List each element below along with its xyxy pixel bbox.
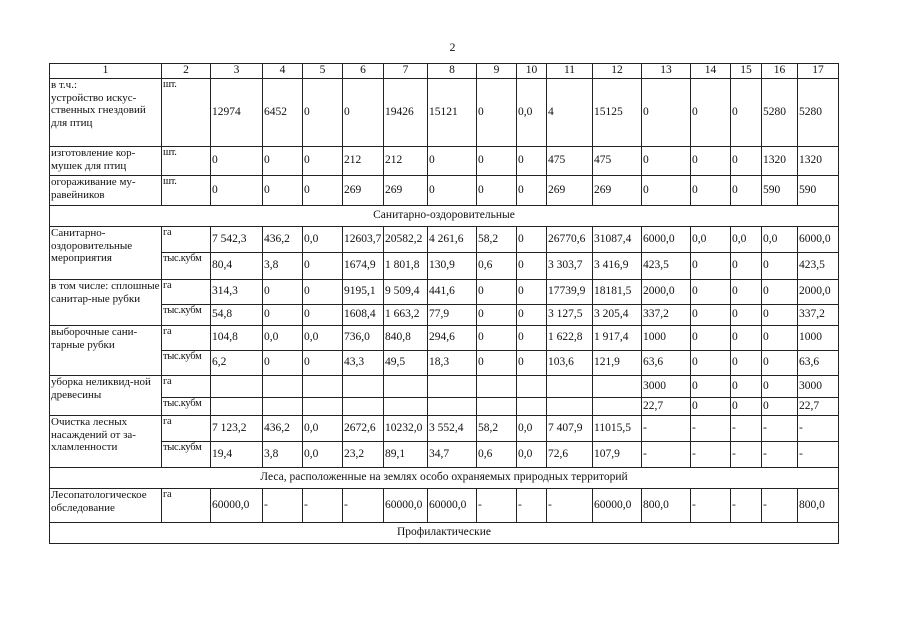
value-cell: 7 407,9 bbox=[547, 416, 593, 442]
value-cell: 1674,9 bbox=[343, 253, 384, 280]
value-cell bbox=[211, 376, 263, 398]
value-cell: 0 bbox=[731, 376, 762, 398]
row-label: Лесопатологическое обследование bbox=[50, 489, 162, 523]
column-header: 10 bbox=[517, 64, 547, 79]
value-cell: 5280 bbox=[762, 79, 798, 147]
value-cell: 1320 bbox=[798, 147, 839, 176]
value-cell: 0 bbox=[731, 176, 762, 206]
value-cell: 3 205,4 bbox=[593, 305, 642, 326]
value-cell: 0 bbox=[691, 253, 731, 280]
value-cell: 314,3 bbox=[211, 280, 263, 305]
value-cell: 6,2 bbox=[211, 351, 263, 376]
value-cell: 0 bbox=[477, 326, 517, 351]
unit-cell: га bbox=[162, 416, 211, 442]
value-cell: 0 bbox=[691, 79, 731, 147]
value-cell: 0 bbox=[477, 305, 517, 326]
value-cell bbox=[211, 398, 263, 416]
value-cell bbox=[593, 398, 642, 416]
value-cell: 0,0 bbox=[263, 326, 303, 351]
value-cell: 60000,0 bbox=[593, 489, 642, 523]
value-cell: 1 622,8 bbox=[547, 326, 593, 351]
value-cell: 0 bbox=[211, 147, 263, 176]
unit-cell: тыс.кубм bbox=[162, 351, 211, 376]
value-cell: 0 bbox=[517, 305, 547, 326]
value-cell bbox=[517, 398, 547, 416]
value-cell: 89,1 bbox=[384, 442, 428, 468]
column-header: 9 bbox=[477, 64, 517, 79]
value-cell: 0 bbox=[731, 351, 762, 376]
value-cell: 0 bbox=[263, 351, 303, 376]
value-cell: 800,0 bbox=[642, 489, 691, 523]
value-cell: - bbox=[642, 416, 691, 442]
value-cell: 63,6 bbox=[642, 351, 691, 376]
value-cell: 0 bbox=[517, 351, 547, 376]
value-cell: 6000,0 bbox=[642, 227, 691, 253]
value-cell: 0 bbox=[762, 351, 798, 376]
value-cell bbox=[428, 398, 477, 416]
value-cell: 0 bbox=[731, 253, 762, 280]
value-cell: 475 bbox=[593, 147, 642, 176]
value-cell: 0 bbox=[731, 280, 762, 305]
value-cell: 0 bbox=[691, 147, 731, 176]
value-cell: 104,8 bbox=[211, 326, 263, 351]
value-cell: 337,2 bbox=[798, 305, 839, 326]
value-cell: 736,0 bbox=[343, 326, 384, 351]
value-cell: 6000,0 bbox=[798, 227, 839, 253]
value-cell: 0 bbox=[762, 398, 798, 416]
value-cell: 60000,0 bbox=[428, 489, 477, 523]
header-row bbox=[50, 64, 839, 79]
value-cell: 0 bbox=[477, 147, 517, 176]
value-cell: 800,0 bbox=[798, 489, 839, 523]
data-table bbox=[49, 63, 839, 544]
value-cell: 7 123,2 bbox=[211, 416, 263, 442]
column-header: 5 bbox=[303, 64, 343, 79]
value-cell: 2672,6 bbox=[343, 416, 384, 442]
row-label: Очистка лесных насаждений от за-хламленности bbox=[50, 416, 162, 468]
value-cell: 80,4 bbox=[211, 253, 263, 280]
table-row bbox=[50, 398, 839, 416]
value-cell: 0 bbox=[477, 79, 517, 147]
value-cell: 0,0 bbox=[691, 227, 731, 253]
value-cell: 212 bbox=[384, 147, 428, 176]
page-number: 2 bbox=[449, 40, 456, 54]
column-header: 2 bbox=[162, 64, 211, 79]
row-label: изготовление кор-мушек для птиц bbox=[50, 147, 162, 176]
value-cell: 103,6 bbox=[547, 351, 593, 376]
value-cell: 0 bbox=[517, 326, 547, 351]
value-cell: 0,0 bbox=[303, 416, 343, 442]
row-label: Санитарно-оздоровительные мероприятия bbox=[50, 227, 162, 280]
value-cell: 0 bbox=[691, 326, 731, 351]
value-cell: 0 bbox=[691, 305, 731, 326]
value-cell: 43,3 bbox=[343, 351, 384, 376]
column-header: 4 bbox=[263, 64, 303, 79]
row-label: огораживание му-равейников bbox=[50, 176, 162, 206]
value-cell: 9195,1 bbox=[343, 280, 384, 305]
unit-cell: тыс.кубм bbox=[162, 442, 211, 468]
value-cell: - bbox=[691, 442, 731, 468]
value-cell: 0 bbox=[517, 227, 547, 253]
section-title: Леса, расположенные на землях особо охраняемых природных территорий bbox=[50, 468, 839, 489]
value-cell: 58,2 bbox=[477, 416, 517, 442]
unit-cell: тыс.кубм bbox=[162, 398, 211, 416]
value-cell: 0 bbox=[731, 398, 762, 416]
value-cell: 0 bbox=[477, 176, 517, 206]
value-cell: 0 bbox=[303, 147, 343, 176]
column-header: 11 bbox=[547, 64, 593, 79]
value-cell: 34,7 bbox=[428, 442, 477, 468]
row-label: в т.ч.: устройство искус-ственных гнездовий для птиц bbox=[50, 79, 162, 147]
value-cell: 19426 bbox=[384, 79, 428, 147]
unit-cell: тыс.кубм bbox=[162, 253, 211, 280]
value-cell bbox=[477, 398, 517, 416]
value-cell: 49,5 bbox=[384, 351, 428, 376]
value-cell: - bbox=[762, 416, 798, 442]
value-cell: 20582,2 bbox=[384, 227, 428, 253]
value-cell: - bbox=[798, 442, 839, 468]
value-cell: 1 801,8 bbox=[384, 253, 428, 280]
table-row bbox=[50, 376, 839, 398]
value-cell: 0,0 bbox=[303, 326, 343, 351]
value-cell: 0 bbox=[211, 176, 263, 206]
value-cell bbox=[263, 376, 303, 398]
value-cell: 0 bbox=[517, 280, 547, 305]
value-cell: 7 542,3 bbox=[211, 227, 263, 253]
value-cell: 6452 bbox=[263, 79, 303, 147]
value-cell: 0 bbox=[343, 79, 384, 147]
value-cell: 1000 bbox=[798, 326, 839, 351]
unit-cell: га bbox=[162, 280, 211, 305]
table-row bbox=[50, 147, 839, 176]
value-cell: 0 bbox=[731, 147, 762, 176]
value-cell: 0 bbox=[517, 253, 547, 280]
value-cell: 0,0 bbox=[762, 227, 798, 253]
value-cell: 72,6 bbox=[547, 442, 593, 468]
value-cell: 17739,9 bbox=[547, 280, 593, 305]
value-cell bbox=[343, 398, 384, 416]
value-cell: 4 bbox=[547, 79, 593, 147]
section-row bbox=[50, 206, 839, 227]
value-cell: 12974 bbox=[211, 79, 263, 147]
value-cell bbox=[303, 376, 343, 398]
value-cell: 0 bbox=[477, 280, 517, 305]
table-row bbox=[50, 280, 839, 305]
table-row bbox=[50, 253, 839, 280]
value-cell: 23,2 bbox=[343, 442, 384, 468]
value-cell: 0 bbox=[642, 176, 691, 206]
section-row bbox=[50, 523, 839, 544]
value-cell: - bbox=[263, 489, 303, 523]
section-title: Санитарно-оздоровительные bbox=[50, 206, 839, 227]
value-cell: - bbox=[691, 489, 731, 523]
value-cell: 22,7 bbox=[642, 398, 691, 416]
value-cell: - bbox=[731, 442, 762, 468]
value-cell: 0,0 bbox=[517, 79, 547, 147]
value-cell: 1320 bbox=[762, 147, 798, 176]
value-cell: 0 bbox=[428, 147, 477, 176]
value-cell: 0 bbox=[303, 79, 343, 147]
unit-cell: га bbox=[162, 376, 211, 398]
column-header: 1 bbox=[50, 64, 162, 79]
column-header: 17 bbox=[798, 64, 839, 79]
value-cell: 11015,5 bbox=[593, 416, 642, 442]
value-cell: - bbox=[642, 442, 691, 468]
value-cell: 0 bbox=[691, 280, 731, 305]
value-cell: 31087,4 bbox=[593, 227, 642, 253]
value-cell: 0 bbox=[303, 305, 343, 326]
table-row bbox=[50, 351, 839, 376]
value-cell: 590 bbox=[762, 176, 798, 206]
value-cell: 436,2 bbox=[263, 416, 303, 442]
value-cell: - bbox=[731, 489, 762, 523]
value-cell: 0,0 bbox=[517, 442, 547, 468]
column-header: 6 bbox=[343, 64, 384, 79]
value-cell: 3 127,5 bbox=[547, 305, 593, 326]
unit-cell: га bbox=[162, 326, 211, 351]
value-cell: 77,9 bbox=[428, 305, 477, 326]
value-cell: 26770,6 bbox=[547, 227, 593, 253]
value-cell: 0 bbox=[762, 253, 798, 280]
value-cell: 0 bbox=[762, 305, 798, 326]
column-header: 14 bbox=[691, 64, 731, 79]
value-cell: 1000 bbox=[642, 326, 691, 351]
value-cell: 0 bbox=[303, 351, 343, 376]
value-cell: 2000,0 bbox=[798, 280, 839, 305]
value-cell: 0 bbox=[263, 147, 303, 176]
section-row bbox=[50, 468, 839, 489]
table-row bbox=[50, 416, 839, 442]
value-cell: 0 bbox=[642, 147, 691, 176]
value-cell: 5280 bbox=[798, 79, 839, 147]
value-cell: 60000,0 bbox=[384, 489, 428, 523]
row-label: в том числе: сплошные санитар-ные рубки bbox=[50, 280, 162, 326]
value-cell: 269 bbox=[384, 176, 428, 206]
value-cell: - bbox=[343, 489, 384, 523]
value-cell bbox=[547, 398, 593, 416]
value-cell: 0 bbox=[428, 176, 477, 206]
value-cell: 423,5 bbox=[798, 253, 839, 280]
value-cell: 3000 bbox=[642, 376, 691, 398]
value-cell: 10232,0 bbox=[384, 416, 428, 442]
value-cell: 18181,5 bbox=[593, 280, 642, 305]
row-label: выборочные сани-тарные рубки bbox=[50, 326, 162, 376]
value-cell bbox=[428, 376, 477, 398]
value-cell: 0 bbox=[762, 376, 798, 398]
value-cell: 423,5 bbox=[642, 253, 691, 280]
value-cell bbox=[517, 376, 547, 398]
value-cell: - bbox=[762, 442, 798, 468]
value-cell: 212 bbox=[343, 147, 384, 176]
value-cell: 15121 bbox=[428, 79, 477, 147]
value-cell: 9 509,4 bbox=[384, 280, 428, 305]
column-header: 15 bbox=[731, 64, 762, 79]
value-cell: 58,2 bbox=[477, 227, 517, 253]
value-cell: 121,9 bbox=[593, 351, 642, 376]
value-cell: 0 bbox=[691, 376, 731, 398]
value-cell: 0 bbox=[691, 398, 731, 416]
column-header: 13 bbox=[642, 64, 691, 79]
value-cell: - bbox=[303, 489, 343, 523]
unit-cell: шт. bbox=[162, 147, 211, 176]
value-cell: - bbox=[798, 416, 839, 442]
value-cell bbox=[263, 398, 303, 416]
value-cell: 0 bbox=[303, 280, 343, 305]
value-cell: 0 bbox=[517, 176, 547, 206]
value-cell: 0,0 bbox=[731, 227, 762, 253]
value-cell bbox=[303, 398, 343, 416]
value-cell: 590 bbox=[798, 176, 839, 206]
value-cell: 269 bbox=[593, 176, 642, 206]
column-header: 16 bbox=[762, 64, 798, 79]
table-row bbox=[50, 176, 839, 206]
value-cell: 0 bbox=[303, 253, 343, 280]
value-cell: 19,4 bbox=[211, 442, 263, 468]
value-cell: 0 bbox=[731, 305, 762, 326]
table-row bbox=[50, 227, 839, 253]
unit-cell: шт. bbox=[162, 176, 211, 206]
value-cell: - bbox=[547, 489, 593, 523]
value-cell bbox=[593, 376, 642, 398]
value-cell: 0 bbox=[691, 351, 731, 376]
value-cell: 63,6 bbox=[798, 351, 839, 376]
table-row bbox=[50, 489, 839, 523]
value-cell: 12603,7 bbox=[343, 227, 384, 253]
value-cell bbox=[384, 376, 428, 398]
column-header: 7 bbox=[384, 64, 428, 79]
table-row bbox=[50, 442, 839, 468]
value-cell: 18,3 bbox=[428, 351, 477, 376]
value-cell: 130,9 bbox=[428, 253, 477, 280]
value-cell: 0,0 bbox=[517, 416, 547, 442]
table-row bbox=[50, 79, 839, 147]
value-cell: 15125 bbox=[593, 79, 642, 147]
value-cell: - bbox=[691, 416, 731, 442]
value-cell: 3,8 bbox=[263, 253, 303, 280]
value-cell: 3000 bbox=[798, 376, 839, 398]
column-header: 12 bbox=[593, 64, 642, 79]
value-cell: - bbox=[477, 489, 517, 523]
value-cell: 1608,4 bbox=[343, 305, 384, 326]
table-row bbox=[50, 326, 839, 351]
table-row bbox=[50, 305, 839, 326]
value-cell: 0,6 bbox=[477, 253, 517, 280]
unit-cell: шт. bbox=[162, 79, 211, 147]
unit-cell: тыс.кубм bbox=[162, 305, 211, 326]
section-title: Профилактические bbox=[50, 523, 839, 544]
unit-cell: га bbox=[162, 227, 211, 253]
value-cell: 0 bbox=[263, 305, 303, 326]
value-cell: 0 bbox=[691, 176, 731, 206]
value-cell bbox=[547, 376, 593, 398]
row-label: уборка неликвид-ной древесины bbox=[50, 376, 162, 416]
value-cell: 0 bbox=[263, 176, 303, 206]
value-cell: 0 bbox=[642, 79, 691, 147]
value-cell: 441,6 bbox=[428, 280, 477, 305]
value-cell: - bbox=[762, 489, 798, 523]
value-cell: 0,0 bbox=[303, 227, 343, 253]
column-header: 3 bbox=[211, 64, 263, 79]
value-cell bbox=[477, 376, 517, 398]
value-cell: 0 bbox=[762, 326, 798, 351]
value-cell: 4 261,6 bbox=[428, 227, 477, 253]
value-cell: 0 bbox=[477, 351, 517, 376]
value-cell: 2000,0 bbox=[642, 280, 691, 305]
unit-cell: га bbox=[162, 489, 211, 523]
value-cell: 337,2 bbox=[642, 305, 691, 326]
value-cell bbox=[343, 376, 384, 398]
value-cell: 22,7 bbox=[798, 398, 839, 416]
value-cell: 3,8 bbox=[263, 442, 303, 468]
value-cell: 269 bbox=[343, 176, 384, 206]
value-cell: 475 bbox=[547, 147, 593, 176]
value-cell: 0 bbox=[731, 326, 762, 351]
value-cell: 0,0 bbox=[303, 442, 343, 468]
value-cell: 294,6 bbox=[428, 326, 477, 351]
value-cell: 840,8 bbox=[384, 326, 428, 351]
column-header: 8 bbox=[428, 64, 477, 79]
value-cell: 0 bbox=[762, 280, 798, 305]
value-cell: 3 303,7 bbox=[547, 253, 593, 280]
value-cell: 0 bbox=[731, 79, 762, 147]
value-cell: 1 663,2 bbox=[384, 305, 428, 326]
value-cell: 107,9 bbox=[593, 442, 642, 468]
value-cell: 0,6 bbox=[477, 442, 517, 468]
value-cell: - bbox=[517, 489, 547, 523]
value-cell: 1 917,4 bbox=[593, 326, 642, 351]
value-cell: 3 552,4 bbox=[428, 416, 477, 442]
value-cell: 269 bbox=[547, 176, 593, 206]
value-cell: 0 bbox=[263, 280, 303, 305]
value-cell: 0 bbox=[303, 176, 343, 206]
value-cell: 54,8 bbox=[211, 305, 263, 326]
value-cell: 3 416,9 bbox=[593, 253, 642, 280]
value-cell: 0 bbox=[517, 147, 547, 176]
value-cell: 60000,0 bbox=[211, 489, 263, 523]
value-cell bbox=[384, 398, 428, 416]
value-cell: - bbox=[731, 416, 762, 442]
value-cell: 436,2 bbox=[263, 227, 303, 253]
